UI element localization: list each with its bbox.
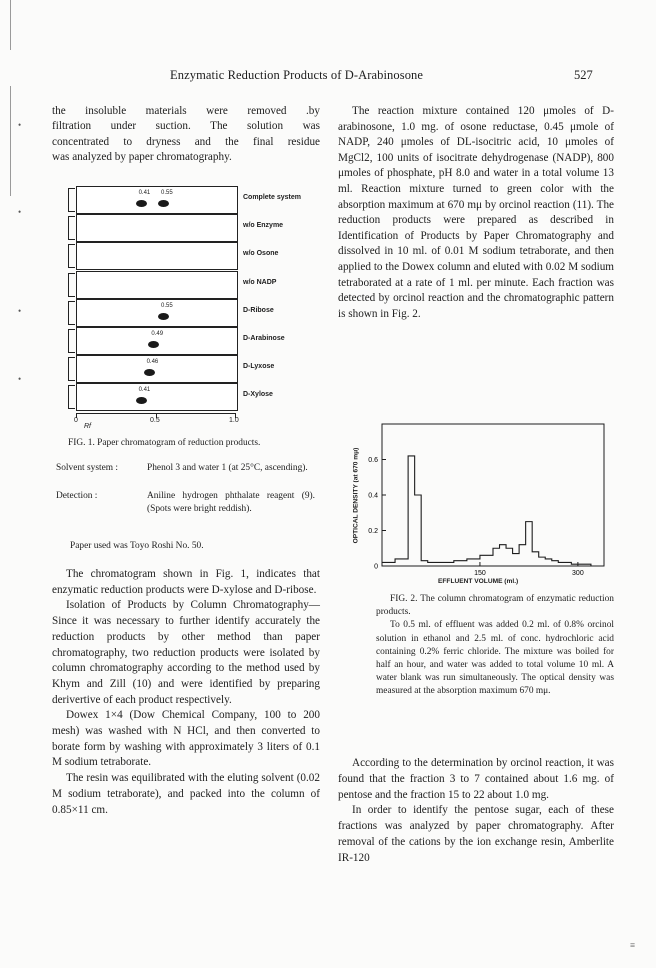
- fig2-caption-body: To 0.5 ml. of effluent was added 0.2 ml. of 0.8% orcinol solution in ethanol and 2.5 ml. of conc. hydrochloric acid containing 0.2% ferric chloride. The mixture was boiled for half an hour, and water was added to total volume 10 ml. A water blank was run simultaneously. The optical density was measured at the absorption maximum 670 mμ.: [376, 620, 614, 697]
- left-column-top: [52, 104, 320, 166]
- fig1-spot-label: 0.46: [146, 359, 159, 366]
- fig1-strip-label: w/o Osone: [243, 250, 279, 258]
- running-header: Enzymatic Reduction Products of D-Arabinosone: [170, 68, 424, 82]
- fig2-ytick-label: 0.2: [368, 528, 378, 535]
- fig2-ytick-label: 0.4: [368, 492, 378, 500]
- fig1-strip: [76, 242, 238, 270]
- fig1-caption-detection-label: Detection :: [56, 491, 98, 501]
- page-number: 527: [574, 68, 593, 82]
- margin-mark: •: [18, 306, 22, 316]
- fig2-caption: [376, 593, 614, 699]
- fig2-series-line: [382, 456, 604, 566]
- fig1-strip-label: D-Lyxose: [243, 363, 275, 371]
- fig1-strip: [76, 186, 238, 214]
- fig1-spot-label: 0.41: [138, 190, 151, 196]
- fig1-axis-label: Rf: [84, 423, 91, 430]
- paragraph: The resin was equilibrated with the eluting solvent (0.02 M sodium tetraborate), and packed into the column of 0.85×11 cm.: [52, 772, 320, 816]
- fig1-strip: [76, 383, 238, 411]
- corner-mark: ≡: [630, 940, 636, 950]
- fig1-strip-label: w/o Enzyme: [243, 222, 284, 230]
- fig1-caption-detection-text: Aniline hydrogen phthalate reagent (9). (Spots were bright reddish).: [147, 491, 315, 514]
- scan-margin-rule: [10, 0, 11, 50]
- paragraph: The chromatogram shown in Fig. 1, indicates that enzymatic reduction products were D-xylose and D-ribose.: [52, 568, 320, 596]
- fig1-caption-solvent-text: Phenol 3 and water 1 (at 25°C, ascending).: [147, 463, 308, 473]
- fig2-ytick-label: 0.6: [368, 457, 378, 464]
- paragraph: Dowex 1×4 (Dow Chemical Company, 100 to 200 mesh) was washed with N HCl, and then converted to borate form by washing with approximately 3 liters of 0.1 M sodium tetraborate.: [52, 709, 320, 769]
- fig1-caption-title: FIG. 1. Paper chromatogram of reduction products.: [68, 438, 261, 448]
- fig1-spot-label: 0.55: [161, 302, 173, 309]
- fig2-xtick-label: 300: [572, 570, 584, 577]
- figure-column-chromatogram: [338, 418, 614, 590]
- right-column-top: [338, 104, 614, 322]
- margin-mark: •: [18, 120, 22, 130]
- margin-mark: •: [18, 207, 22, 217]
- paragraph: The reaction mixture contained 120 μmoles of D-arabinosone, 1.0 mg. of osone reductase, 0.45 μmole of NADP, 240 μmoles of DL-isocitric acid, 10 μmoles of MgCl2, 100 units of isocitrate dehydrogenase (NADP), 800 μmoles of phosphate, pH 8.0 and water in a total volume 13 ml. Reaction mixture turned to green color with the absorption maximum at 670 mμ by orcinol reaction (11). The reduction products were prepared as described in Identification of Products by Paper Chromatography and dissolved in 10 ml. of 0.01 M sodium tetraborate, and then applied to the Dowex column and eluted with 0.02 M sodium tetraborated at a rate of 1 ml. per minute. Each fraction was detected by orcinol reaction and the chromatographic pattern is shown in Fig. 2.: [338, 105, 614, 320]
- fig1-spot: [144, 369, 155, 376]
- fig1-strip-label: w/o NADP: [243, 278, 277, 286]
- fig1-strip-cap: [68, 273, 75, 297]
- paragraph: According to the determination by orcinol reaction, it was found that the fraction 3 to 7 contained about 1.6 mg. of pentose and the fraction 15 to 22 about 1.0 mg.: [338, 757, 614, 801]
- fig1-strip-cap: [68, 216, 75, 240]
- fig1-strip-label: D-Ribose: [243, 306, 274, 314]
- fig2-xtick-label: 150: [474, 570, 486, 577]
- fig1-spot-label: 0.55: [161, 190, 173, 196]
- fig1-spot-label: 0.41: [138, 387, 151, 394]
- fig1-strip-cap: [68, 329, 75, 353]
- fig1-spot: [158, 200, 169, 207]
- text-line: filtration under suction. The solution was: [52, 120, 320, 133]
- paragraph: In order to identify the pentose sugar, each of these fractions was analyzed by paper chromatography. After removal of the cations by the ion exchange resin, Amberlite IR-120: [338, 804, 614, 864]
- fig1-spot: [136, 200, 147, 207]
- fig1-caption-solvent-label: Solvent system :: [56, 463, 118, 473]
- text-line: concentrated to dryness and the final residue: [52, 135, 320, 148]
- fig1-strip-cap: [68, 188, 75, 212]
- left-column-bottom: [52, 567, 320, 818]
- fig1-strip-label: D-Arabinose: [243, 335, 285, 342]
- fig1-tick-label: 0.5: [150, 417, 160, 424]
- fig2-ytick-label: 0: [374, 563, 378, 571]
- fig1-tick-label: 0: [74, 417, 78, 424]
- margin-mark: •: [18, 374, 22, 384]
- fig2-ylabel: OPTICAL DENSITY (at 670 mμ): [352, 447, 360, 544]
- fig1-strip: [76, 271, 238, 299]
- fig1-strip-cap: [68, 385, 75, 409]
- fig2-caption-title: FIG. 2. The column chromatogram of enzymatic reduction products.: [376, 594, 614, 618]
- fig1-caption-paper: Paper used was Toyo Roshi No. 50.: [70, 541, 204, 551]
- fig1-strip: [76, 214, 238, 242]
- scan-margin-rule: [10, 86, 11, 196]
- fig1-strip-cap: [68, 357, 75, 381]
- fig1-strip-cap: [68, 244, 75, 268]
- fig1-strip-cap: [68, 301, 75, 325]
- text-line: the insoluble materials were removed .by: [52, 105, 320, 117]
- text-line: was analyzed by paper chromatography.: [52, 151, 232, 164]
- fig1-strip: [76, 299, 238, 327]
- fig1-spot: [158, 313, 169, 320]
- right-column-bottom: [338, 756, 614, 867]
- fig1-strip-label: Complete system: [243, 194, 301, 201]
- fig2-xlabel: EFFLUENT VOLUME (ml.): [438, 578, 519, 585]
- paragraph: Isolation of Products by Column Chromatography—Since it was necessary to further identify accurately the reduction products by other method than paper chromatography, two reduction products were isolated by column chromatography according to the method used by Khym and Zill (10) and were identified by preparing derivertive of each product respectively.: [52, 599, 320, 706]
- fig1-tick-label: 1.0: [229, 417, 239, 424]
- fig1-strip-label: D-Xylose: [243, 391, 273, 399]
- fig1-spot-label: 0.49: [151, 331, 164, 337]
